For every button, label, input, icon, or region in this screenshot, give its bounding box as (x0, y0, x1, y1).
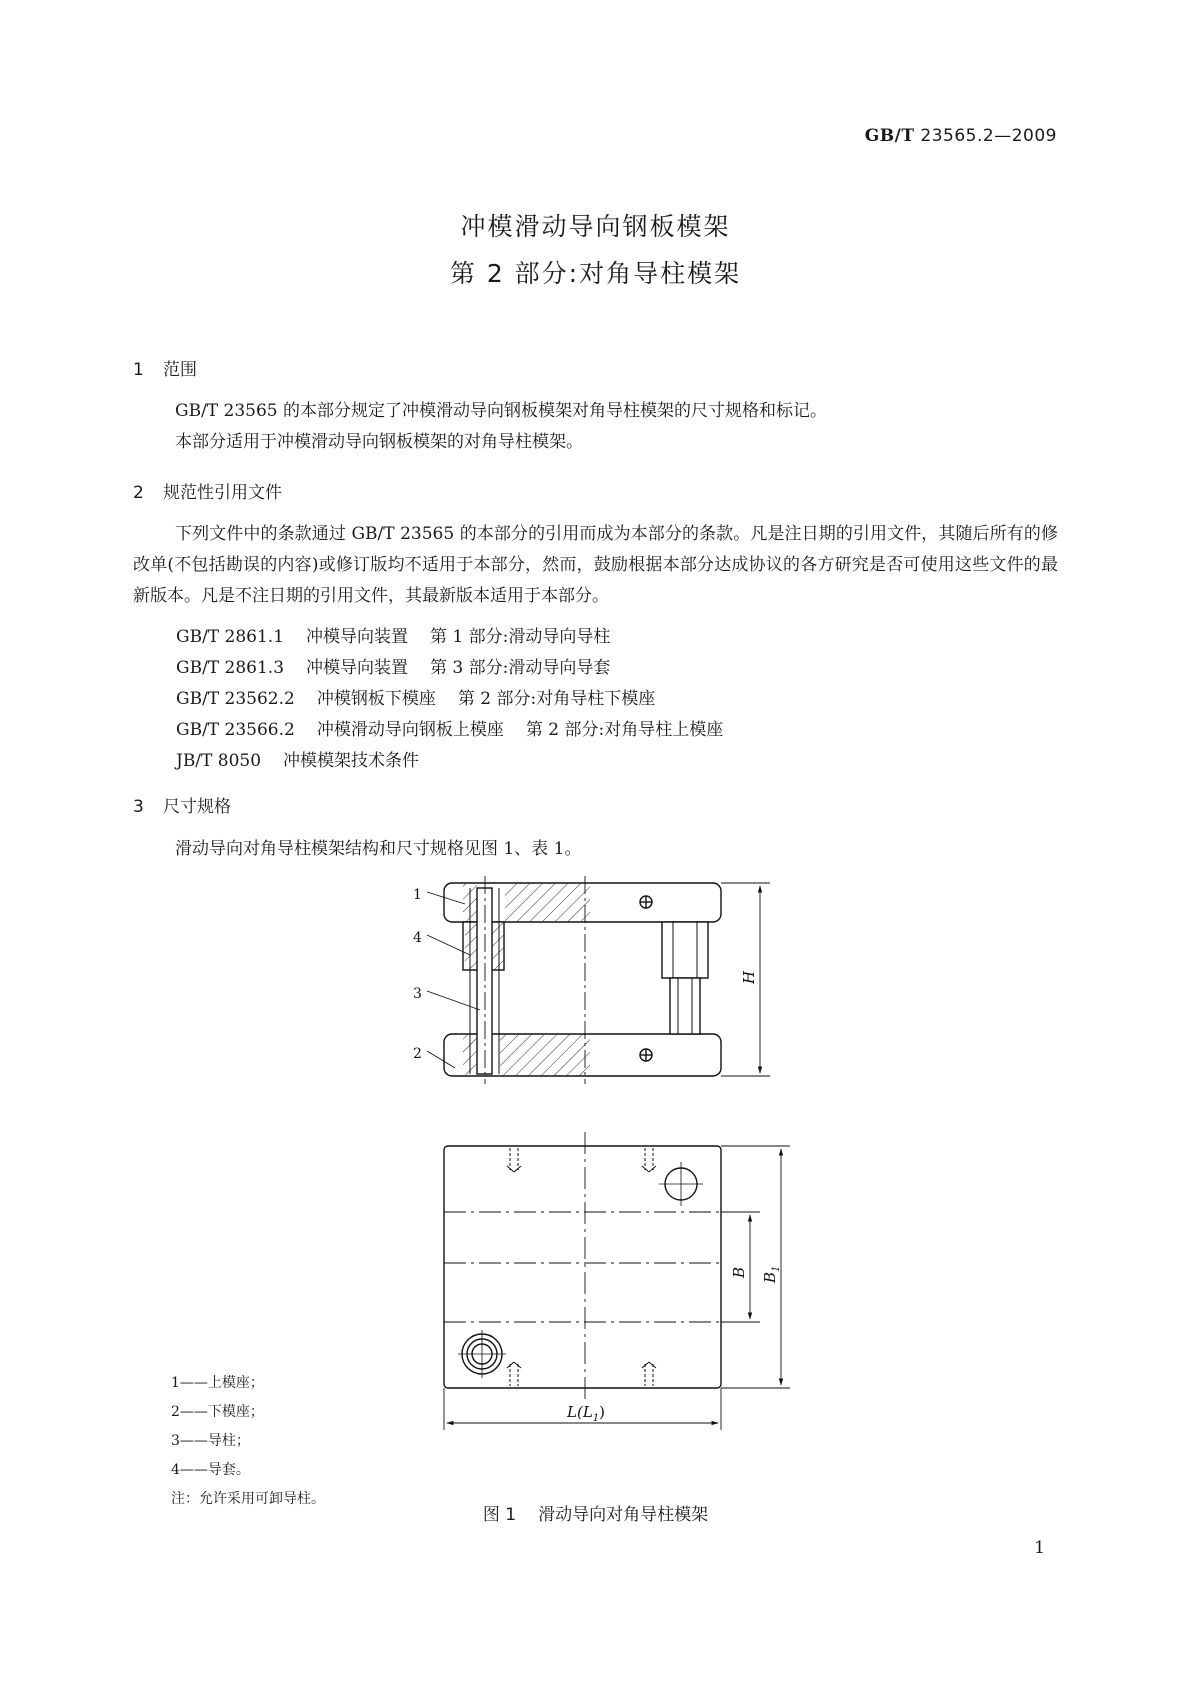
reference-code: GB/T 23566.2 (176, 720, 295, 740)
legend-item: 1——上模座； (171, 1375, 264, 1391)
paragraph: 滑动导向对角导柱模架结构和尺寸规格见图 1、表 1。 (175, 839, 582, 859)
dim-L-base: L(L (567, 1403, 593, 1421)
reference-part: 第 2 部分:对角导柱上模座 (525, 720, 724, 740)
section-title: 规范性引用文件 (163, 483, 282, 503)
section-title: 尺寸规格 (163, 797, 231, 817)
legend-item: 3——导柱； (171, 1433, 250, 1449)
front-view (427, 876, 770, 1084)
callout-4: 4 (413, 930, 422, 946)
reference-code: GB/T 23562.2 (176, 689, 295, 709)
reference-code: JB/T 8050 (176, 751, 262, 771)
dim-L-close: ) (599, 1403, 606, 1421)
legend-item: 2——下模座； (171, 1404, 264, 1420)
figure-note: 注：允许采用可卸导柱。 (171, 1491, 325, 1507)
paragraph: 本部分适用于冲模滑动导向钢板模架的对角导柱模架。 (175, 432, 583, 452)
reference-title: 冲模导向装置 (306, 658, 409, 678)
reference-part: 第 1 部分:滑动导向导柱 (430, 627, 611, 647)
document-subtitle: 第 2 部分:对角导柱模架 (449, 259, 742, 288)
figure-caption (0, 1500, 1191, 1525)
callout-1: 1 (413, 887, 422, 903)
section-title: 范围 (163, 360, 197, 380)
section-number: 2 (133, 483, 144, 503)
dim-L-sub: 1 (592, 1413, 600, 1424)
dim-B: B (730, 1266, 748, 1278)
reference-title: 冲模钢板下模座 (316, 689, 436, 709)
dim-B1 (761, 1266, 782, 1284)
section-number: 1 (133, 360, 144, 380)
paragraph: GB/T 23565 的本部分规定了冲模滑动导向钢板模架对角导柱模架的尺寸规格和标记。 (175, 401, 828, 421)
figure-number: 图 1 (482, 1505, 517, 1525)
dim-B1-base: B (761, 1271, 779, 1283)
reference-title: 冲模滑动导向钢板上模座 (316, 720, 504, 740)
reference-code: GB/T 2861.1 (176, 627, 285, 647)
dim-H: H (740, 970, 758, 984)
standard-prefix: GB/T (864, 126, 915, 146)
plan-view (444, 1132, 790, 1430)
paragraph: 下列文件中的条款通过 GB/T 23565 的本部分的引用而成为本部分的条款。凡是注日期的引用文件，其随后所有的修改单(不包括勘误的内容)或修订版均不适用于本部分，然而，鼓励根据本部分达成协议的各方研究是否可使用这些文件的最新版本。凡是不注日期的引用文件，其最新版本适用于本部分。 (133, 524, 1058, 606)
reference-part: 第 3 部分:滑动导向导套 (430, 658, 611, 678)
reference-code: GB/T 2861.3 (176, 658, 285, 678)
document-title: 冲模滑动导向钢板模架 (460, 212, 731, 241)
reference-title: 冲模导向装置 (306, 627, 409, 647)
standard-number: 23565.2—2009 (920, 126, 1057, 146)
dim-L (566, 1403, 605, 1424)
reference-part: 第 2 部分:对角导柱下模座 (457, 689, 656, 709)
dim-B1-sub: 1 (771, 1265, 782, 1272)
reference-title: 冲模模架技术条件 (283, 751, 420, 771)
guide-pillar (477, 888, 492, 1074)
legend-item: 4——导套。 (171, 1462, 250, 1478)
figure-title: 滑动导向对角导柱模架 (538, 1505, 709, 1525)
callout-3: 3 (413, 986, 422, 1002)
callout-2: 2 (413, 1046, 422, 1062)
section-number: 3 (133, 797, 144, 817)
page-number: 1 (1034, 1538, 1045, 1558)
